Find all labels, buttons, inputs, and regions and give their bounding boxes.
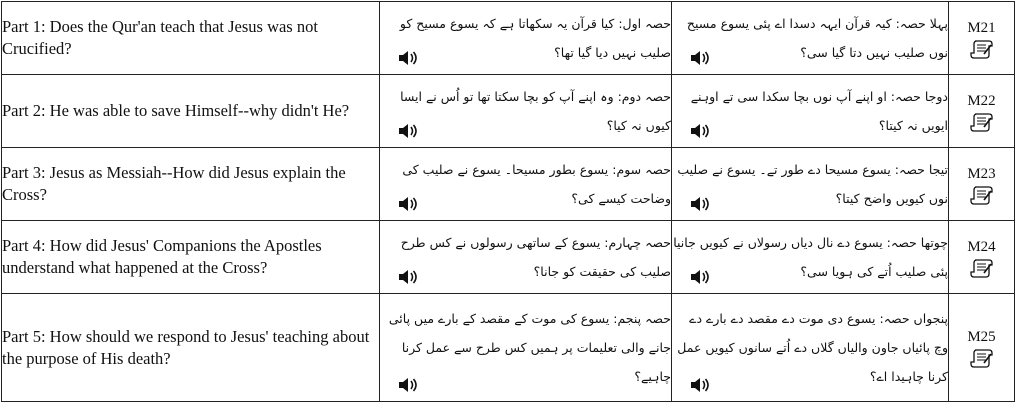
speaker-icon[interactable] <box>398 269 418 285</box>
punjabi-text: تیجا حصہ: یسوع مسیحا دے طور تے۔ یسوع نے صلیب نوں کیویں واضح کیتا؟ <box>677 162 948 206</box>
punjabi-cell <box>672 148 949 221</box>
punjabi-text: دوجا حصہ: او اپنے آپ نوں بچا سکدا سی تے اوہنے ایویں نہ کیتا؟ <box>690 89 948 133</box>
urdu-text: حصہ اول: کیا قرآن یہ سکھاتا ہے کہ یسوع مسیح کو صلیب نہیں دیا گیا تھا؟ <box>399 16 671 60</box>
speaker-icon[interactable] <box>690 50 710 66</box>
urdu-cell <box>380 75 672 148</box>
urdu-cell <box>380 2 672 75</box>
scroll-icon[interactable] <box>970 112 994 132</box>
lesson-title: Part 2: He was able to save Himself--why didn't He? <box>2 75 380 148</box>
speaker-icon[interactable] <box>690 196 710 212</box>
table-row <box>2 294 1015 402</box>
lesson-title: Part 1: Does the Qur'an teach that Jesus was not Crucified? <box>2 2 380 75</box>
table-row <box>2 75 1015 148</box>
speaker-icon[interactable] <box>398 123 418 139</box>
lesson-title: Part 4: How did Jesus' Companions the Apostles understand what happened at the Cross? <box>2 221 380 294</box>
lesson-title: Part 5: How should we respond to Jesus' teaching about the purpose of His death? <box>2 294 380 402</box>
punjabi-cell <box>672 221 949 294</box>
scroll-icon[interactable] <box>970 348 994 368</box>
scroll-icon[interactable] <box>970 258 994 278</box>
punjabi-text: چوتھا حصہ: یسوع دے نال دیاں رسولاں نے کیویں جانیا پئی صلیب اُتے کی ہویا سی؟ <box>673 235 948 279</box>
table-row <box>2 148 1015 221</box>
speaker-icon[interactable] <box>690 269 710 285</box>
scroll-icon[interactable] <box>970 185 994 205</box>
urdu-cell <box>380 294 672 402</box>
punjabi-cell <box>672 2 949 75</box>
code-cell <box>949 75 1015 148</box>
lesson-title: Part 3: Jesus as Messiah--How did Jesus explain the Cross? <box>2 148 380 221</box>
speaker-icon[interactable] <box>398 50 418 66</box>
punjabi-text: پنجواں حصہ: یسوع دی موت دے مقصد دے بارے دے وچ پائیاں جاون والیاں گلاں دے اُتے سانوں کیویں عمل کرنا چاہیدا اے؟ <box>677 311 948 384</box>
lesson-code: M25 <box>967 329 996 345</box>
lesson-code: M23 <box>967 165 996 182</box>
speaker-icon[interactable] <box>690 377 710 393</box>
urdu-text: حصہ چہارم: یسوع کے ساتھی رسولوں نے کس طرح صلیب کی حقیقت کو جانا؟ <box>400 235 671 279</box>
speaker-icon[interactable] <box>398 377 418 393</box>
urdu-cell <box>380 148 672 221</box>
lesson-code: M22 <box>967 92 996 109</box>
code-cell <box>949 148 1015 221</box>
lesson-code: M24 <box>967 238 996 255</box>
table-row <box>2 221 1015 294</box>
lessons-table <box>1 1 1015 402</box>
urdu-cell <box>380 221 672 294</box>
punjabi-cell <box>672 75 949 148</box>
urdu-text: حصہ سوم: یسوع بطور مسیحا۔ یسوع نے صلیب کی وضاحت کیسے کی؟ <box>402 162 671 206</box>
code-cell <box>949 294 1015 402</box>
punjabi-cell <box>672 294 949 402</box>
code-cell <box>949 2 1015 75</box>
speaker-icon[interactable] <box>690 123 710 139</box>
speaker-icon[interactable] <box>398 196 418 212</box>
scroll-icon[interactable] <box>970 39 994 59</box>
table-row <box>2 2 1015 75</box>
punjabi-text: پہلا حصہ: کیہ قرآن ایہہ دسدا اے پئی یسوع مسیح نوں صلیب نہیں دتا گیا سی؟ <box>686 16 948 60</box>
urdu-text: حصہ پنجم: یسوع کی موت کے مقصد کے بارے میں پائی جانے والی تعلیمات پر ہمیں کس طرح سے عمل کرنا چاہیے؟ <box>388 311 671 384</box>
code-cell <box>949 221 1015 294</box>
lesson-code: M21 <box>967 19 996 36</box>
urdu-text: حصہ دوم: وہ اپنے آپ کو بچا سکتا تھا تو اُس نے ایسا کیوں نہ کیا؟ <box>400 89 671 133</box>
